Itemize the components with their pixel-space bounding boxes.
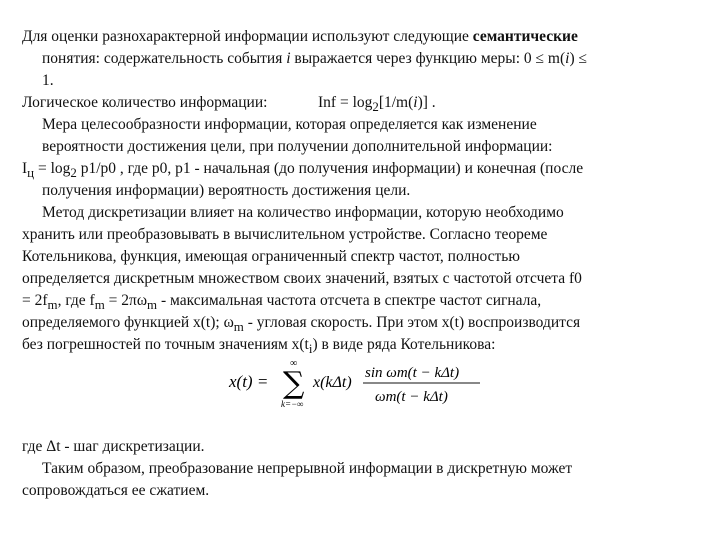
subscript: m bbox=[94, 297, 105, 313]
subscript: i bbox=[308, 341, 313, 357]
sum-sign: ∑ bbox=[283, 366, 305, 401]
paragraph-3-line-1 bbox=[42, 115, 537, 135]
paragraph-5-line-1 bbox=[22, 437, 205, 457]
text: , где f bbox=[57, 292, 95, 309]
text: где Δt - шаг дискретизации. bbox=[22, 438, 205, 455]
inf-formula bbox=[318, 93, 436, 117]
text: ) в виде ряда Котельникова: bbox=[312, 336, 496, 353]
bold-term: семантические bbox=[472, 28, 578, 45]
sum-upper: ∞ bbox=[290, 358, 298, 369]
text: - угловая скорость. При этом x(t) воспроизводится bbox=[243, 314, 581, 331]
text: = log bbox=[34, 160, 71, 177]
text: Котельникова, функция, имеющая ограниченный спектр частот, полностью bbox=[22, 248, 520, 265]
text: без погрешностей по точным значениям x(t bbox=[22, 336, 309, 353]
paragraph-4-line-6 bbox=[22, 313, 580, 337]
fraction-denominator: ωm(t − kΔt) bbox=[375, 389, 448, 405]
subscript: m bbox=[147, 297, 158, 313]
var-i: i bbox=[565, 50, 570, 67]
paragraph-1-line-1 bbox=[22, 27, 578, 47]
var-i: i bbox=[286, 50, 291, 67]
text: Таким образом, преобразование непрерывной информации в дискретную может bbox=[42, 460, 573, 477]
paragraph-4-line-5 bbox=[22, 291, 541, 315]
text: )] . bbox=[417, 94, 436, 111]
formula-graphic bbox=[225, 355, 485, 415]
paragraph-3-line-2 bbox=[42, 137, 553, 157]
paragraph-4-line-2 bbox=[22, 225, 547, 245]
subscript: m bbox=[47, 297, 58, 313]
paragraph-4-line-3 bbox=[22, 247, 520, 267]
text: [1/m( bbox=[378, 94, 414, 111]
text: выражается через функцию меры: 0 ≤ m( bbox=[290, 50, 566, 67]
text: ) ≤ bbox=[569, 50, 587, 67]
text: понятия: содержательность события bbox=[42, 50, 287, 67]
formula-lhs: x(t) = bbox=[229, 372, 269, 391]
text: = 2f bbox=[22, 292, 48, 309]
text: Метод дискретизации влияет на количество информации, которую необходимо bbox=[42, 204, 564, 221]
text: Inf = log bbox=[318, 94, 373, 111]
paragraph-1-line-2 bbox=[42, 49, 587, 69]
paragraph-4-line-1 bbox=[42, 203, 564, 223]
label: Логическое количество информации: bbox=[22, 94, 268, 111]
formula-term: x(kΔt) bbox=[313, 374, 352, 391]
text: I bbox=[22, 160, 28, 177]
sum-lower: k=−∞ bbox=[281, 399, 304, 409]
subscript: ц bbox=[27, 165, 35, 181]
text: определяемого функцией x(t); ω bbox=[22, 314, 234, 331]
text: - максимальная частота отсчета в спектре частот сигнала, bbox=[157, 292, 542, 309]
paragraph-1-line-3 bbox=[42, 71, 54, 91]
text: Для оценки разнохарактерной информации используют следующие bbox=[22, 28, 473, 45]
paragraph-4-line-4 bbox=[22, 269, 582, 289]
var-i: i bbox=[413, 94, 418, 111]
subscript: 2 bbox=[372, 99, 379, 115]
text: определяется дискретным множеством своих значений, взятых с частотой отсчета f0 bbox=[22, 270, 582, 287]
text: получения информации) вероятность достижения цели. bbox=[42, 182, 411, 199]
paragraph-5-line-3 bbox=[22, 481, 209, 501]
text: p1/p0 , где p0, p1 - начальная (до получения информации) и конечная (после bbox=[76, 160, 584, 177]
text: 1. bbox=[42, 72, 54, 89]
text: хранить или преобразовывать в вычислительном устройстве. Согласно теореме bbox=[22, 226, 548, 243]
text: вероятности достижения цели, при получении дополнительной информации: bbox=[42, 138, 553, 155]
paragraph-3-line-3 bbox=[22, 159, 583, 183]
subscript: 2 bbox=[70, 165, 77, 181]
kotelnikov-formula bbox=[225, 355, 485, 415]
text: = 2πω bbox=[104, 292, 148, 309]
text: сопровождаться ее сжатием. bbox=[22, 482, 210, 499]
subscript: m bbox=[233, 319, 244, 335]
text: Мера целесообразности информации, которая определяется как изменение bbox=[42, 116, 537, 133]
paragraph-5-line-2 bbox=[42, 459, 572, 479]
paragraph-2-line-1 bbox=[22, 93, 267, 113]
fraction-numerator: sin ωm(t − kΔt) bbox=[365, 365, 460, 381]
paragraph-3-line-4 bbox=[42, 181, 410, 201]
